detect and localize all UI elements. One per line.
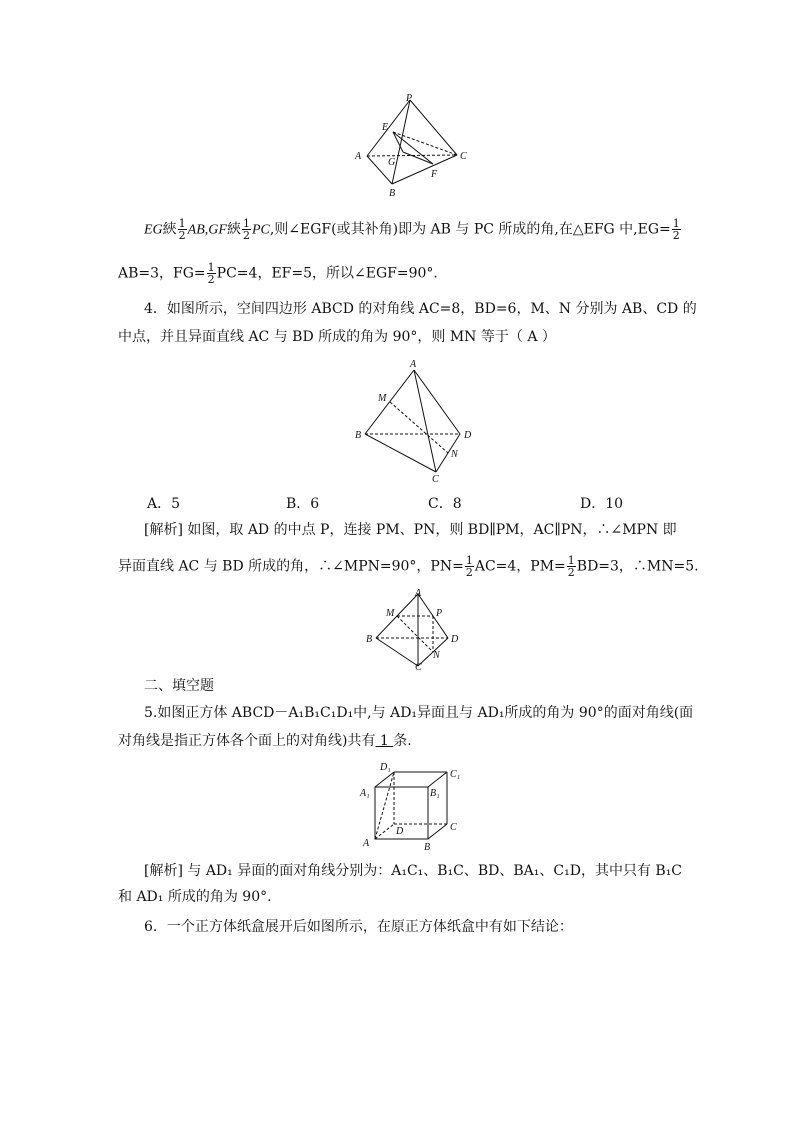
- option-c: C．8: [428, 496, 462, 512]
- label-a: A: [355, 151, 362, 162]
- label-d: D: [464, 430, 472, 441]
- eg-gf-statement: EG綊 $\frac{1}{2}$ AB,GF綊 $\frac{1}{2}$ PC,则∠EGF(或其补角)即为 AB 与 PC 所成的角,在△EFG 中,EG= $\frac{1}{2}$: [144, 217, 680, 242]
- label-p: P: [406, 93, 413, 104]
- label-f: F: [431, 169, 438, 180]
- label-d: D: [396, 826, 404, 837]
- label-c: C: [415, 662, 422, 673]
- q4-line2: 中点，并且异面直线 AC 与 BD 所成的角为 90°，则 MN 等于（ A ）: [118, 329, 556, 345]
- label-a: A: [410, 359, 417, 370]
- figure-space-quadrilateral: [350, 358, 480, 484]
- q4-analysis-line1: [解析] 如图，取 AD 的中点 P，连接 PM、PN，则 BD∥PM，AC∥PN，∴∠MPN 即: [144, 522, 677, 538]
- section-title: 二、填空题: [144, 678, 214, 694]
- option-d: D．10: [580, 496, 624, 512]
- label-c: C: [432, 474, 439, 485]
- label-b: B: [366, 634, 373, 645]
- figure-analysis-mpn: [362, 588, 472, 672]
- q5-line2: 对角线是指正方体各个面上的对角线)共有 1 条.: [118, 733, 412, 749]
- label-g: G: [388, 157, 396, 168]
- label-b1: B₁: [430, 788, 440, 799]
- label-d1: D₁: [380, 762, 391, 773]
- egf-conclusion: AB=3，FG= $\frac{1}{2}$ PC=4，EF=5，所以∠EGF=90°.: [118, 261, 438, 286]
- label-a: A: [363, 838, 370, 849]
- label-b: B: [424, 842, 431, 853]
- q4-line1: 4．如图所示，空间四边形 ABCD 的对角线 AC=8，BD=6，M、N 分别为 AB、CD 的: [144, 301, 697, 317]
- label-e: E: [382, 122, 389, 133]
- label-m: M: [386, 608, 395, 619]
- label-a1: A₁: [360, 788, 370, 799]
- label-m: M: [378, 393, 387, 404]
- label-b: B: [389, 188, 396, 199]
- option-b: B．6: [286, 496, 320, 512]
- label-a: A: [415, 588, 422, 599]
- answer-blank: 1: [375, 733, 394, 749]
- option-a: A．5: [147, 496, 181, 512]
- label-c: C: [460, 151, 467, 162]
- q6-line1: 6．一个正方体纸盒展开后如图所示，在原正方体纸盒中有如下结论：: [144, 919, 573, 935]
- figure-cube: [358, 760, 468, 852]
- label-d: D: [451, 634, 459, 645]
- q4-analysis-line2: 异面直线 AC 与 BD 所成的角，∴∠MPN=90°，PN= $\frac{1}{2}$ AC=4，PM= $\frac{1}{2}$ BD=3，∴MN=5.: [118, 554, 699, 579]
- q5-line1: 5.如图正方体 ABCD－A₁B₁C₁D₁中,与 AD₁异面且与 AD₁所成的角为 90°的面对角线(面: [144, 705, 694, 721]
- label-c: C: [450, 822, 457, 833]
- q5-analysis-line2: 和 AD₁ 所成的角为 90°.: [118, 889, 272, 905]
- q5-analysis-line1: [解析] 与 AD₁ 异面的面对角线分别为：A₁C₁、B₁C、BD、BA₁、C₁D，其中只有 B₁C: [144, 863, 683, 879]
- label-n: N: [451, 449, 458, 460]
- label-n: N: [433, 650, 440, 661]
- figure-tetrahedron-pabc: [345, 92, 475, 199]
- label-c1: C₁: [450, 769, 461, 780]
- label-p: P: [436, 608, 443, 619]
- label-b: B: [355, 430, 362, 441]
